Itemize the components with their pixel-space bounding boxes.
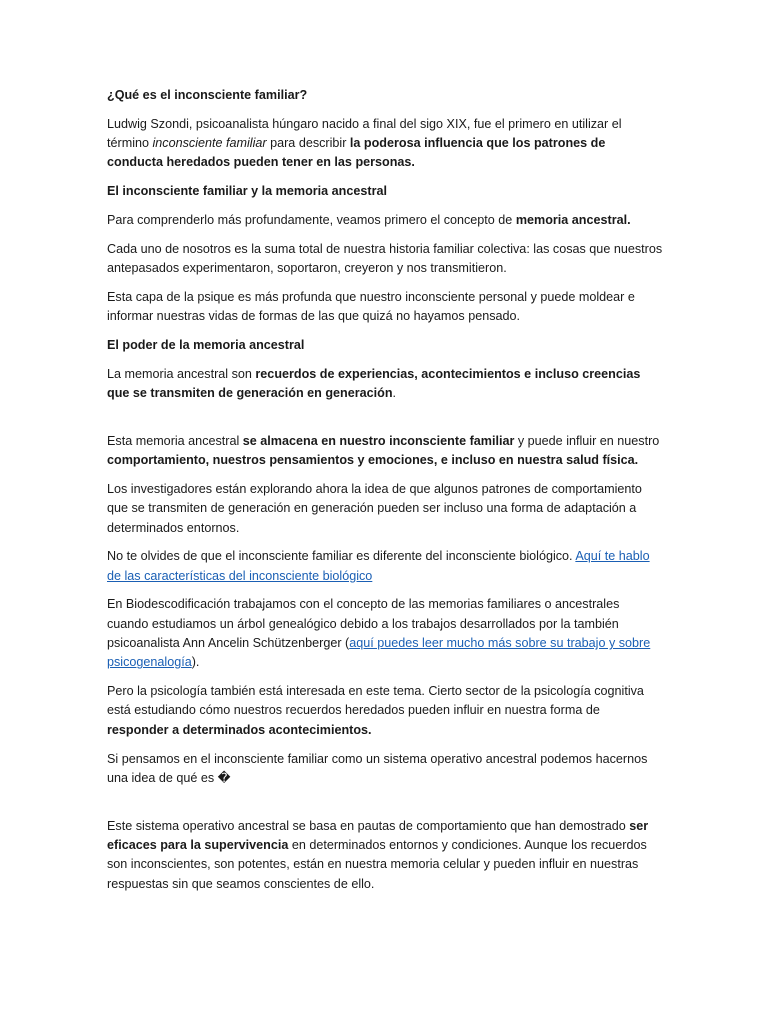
paragraph-capa-psique: Esta capa de la psique es más profunda que nuestro inconsciente personal y puede moldear e informar nuestras vidas de formas de las que quizá no hayamos pensado. <box>107 289 635 324</box>
link-psicogenalogia[interactable]: aquí puedes leer mucho más sobre su trabajo y sobre psicogenalogía <box>107 636 651 670</box>
bold-text: ser eficaces para la supervivencia <box>107 818 649 852</box>
blank-line <box>107 798 663 817</box>
paragraph-biodescodificacion <box>107 595 663 672</box>
document-page <box>107 86 663 903</box>
text-span: Pero la psicología también está interesada en este tema. Cierto sector de la psicología cognitiva está estudiando cómo nuestros recuerdos heredados pueden influir en nuestra forma de <box>107 684 644 718</box>
text-span: Este sistema operativo ancestral se basa en pautas de comportamiento que han demostrado <box>107 818 630 833</box>
paragraph-comprenderlo <box>107 211 663 230</box>
text-span: en determinados entornos y condiciones. Aunque los recuerdos son inconscientes, son potentes, están en nuestra memoria celular y pueden influir en nuestras respuestas sin que seamos conscientes de ello. <box>107 837 647 891</box>
paragraph-cada-uno: Cada uno de nosotros es la suma total de nuestra historia familiar colectiva: las cosas que nuestros antepasados experimentaron, soportaron, creyeron y nos transmitieron. <box>107 241 663 276</box>
paragraph-investigadores: Los investigadores están explorando ahora la idea de que algunos patrones de comportamiento que se transmiten de generación en generación pueden ser incluso una forma de adaptación a determinados entornos. <box>107 481 642 535</box>
blank-line <box>107 413 663 432</box>
paragraph-se-almacena <box>107 432 663 471</box>
text-span: ). <box>191 655 200 670</box>
italic-term: inconsciente familiar <box>152 136 267 151</box>
paragraph-memoria-son <box>107 365 663 404</box>
bold-text: memoria ancestral. <box>515 212 631 227</box>
paragraph-szondi <box>107 115 663 173</box>
bold-text: la poderosa influencia que los patrones de conducta heredados pueden tener en las personas. <box>107 136 606 170</box>
paragraph-psicologia <box>107 682 663 740</box>
heading-que-es: ¿Qué es el inconsciente familiar? <box>107 88 308 102</box>
link-inconsciente-biologico[interactable]: Aquí te hablo de las características del inconsciente biológico <box>107 549 650 583</box>
text-span: Esta memoria ancestral <box>107 433 243 448</box>
paragraph-no-te-olvides <box>107 547 663 586</box>
text-span: La memoria ancestral son <box>107 366 256 381</box>
heading-poder-memoria: El poder de la memoria ancestral <box>107 337 305 352</box>
bold-text: recuerdos de experiencias, acontecimientos e incluso creencias que se transmiten de generación en generación <box>107 366 641 401</box>
heading-memoria-ancestral: El inconsciente familiar y la memoria ancestral <box>107 184 387 199</box>
text-span: . <box>392 386 397 401</box>
text-span: Ludwig Szondi, psicoanalista húngaro nacido a final del sigo XIX, fue el primero en utilizar el término <box>107 116 622 151</box>
text-span: y puede influir en nuestro <box>514 433 660 448</box>
paragraph-sistema-operativo: Si pensamos en el inconsciente familiar como un sistema operativo ancestral podemos hacernos una idea de qué es � <box>107 751 648 785</box>
text-span: para describir <box>266 136 350 151</box>
bold-text: se almacena en nuestro inconsciente familiar <box>242 433 515 448</box>
bold-text: comportamiento, nuestros pensamientos y emociones, e incluso en nuestra salud física. <box>107 453 639 468</box>
text-span: No te olvides de que el inconsciente familiar es diferente del inconsciente biológico. <box>107 549 576 564</box>
text-span: En Biodescodificación trabajamos con el concepto de las memorias familiares o ancestrales cuando estudiamos un árbol genealógico debido a los trabajos desarrollados por la también psicoanalista Ann Ancelin Schützenberger ( <box>107 597 620 651</box>
text-span: Para comprenderlo más profundamente, veamos primero el concepto de <box>107 212 516 227</box>
paragraph-pautas <box>107 817 663 894</box>
bold-text: responder a determinados acontecimientos. <box>107 722 372 737</box>
